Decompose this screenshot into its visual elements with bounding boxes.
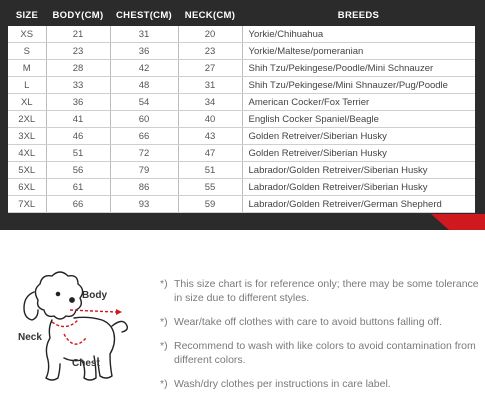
cell-neck: 51 — [178, 162, 242, 179]
cell-size: M — [8, 60, 46, 77]
cell-chest: 42 — [110, 60, 178, 77]
table-row — [8, 43, 475, 60]
chest-measure-line — [64, 334, 86, 344]
table-body — [8, 26, 475, 213]
size-chart-table — [8, 4, 475, 213]
header-body: BODY(CM) — [52, 9, 104, 21]
cell-size: 2XL — [8, 111, 46, 128]
cell-neck: 59 — [178, 196, 242, 213]
table-row — [8, 111, 475, 128]
cell-breeds: American Cocker/Fox Terrier — [242, 94, 475, 111]
cell-size: 7XL — [8, 196, 46, 213]
body-label: Body — [82, 290, 107, 301]
table-row — [8, 162, 475, 179]
note-marker: *) — [160, 378, 168, 390]
cell-body: 41 — [46, 111, 110, 128]
table-header-row — [8, 4, 475, 26]
table-row — [8, 179, 475, 196]
table-row — [8, 77, 475, 94]
body-measure-line — [70, 310, 116, 312]
cell-breeds: Yorkie/Chihuahua — [242, 26, 475, 43]
cell-neck: 20 — [178, 26, 242, 43]
accent-shape — [431, 214, 485, 230]
table-row — [8, 26, 475, 43]
cell-chest: 54 — [110, 94, 178, 111]
table-row — [8, 94, 475, 111]
cell-body: 23 — [46, 43, 110, 60]
note-item — [160, 315, 480, 329]
cell-body: 61 — [46, 179, 110, 196]
care-notes — [160, 277, 480, 401]
cell-neck: 23 — [178, 43, 242, 60]
note-item — [160, 277, 480, 305]
cell-size: 6XL — [8, 179, 46, 196]
cell-body: 33 — [46, 77, 110, 94]
header-size: SIZE — [15, 9, 39, 21]
cell-size: XS — [8, 26, 46, 43]
cell-neck: 55 — [178, 179, 242, 196]
cell-body: 46 — [46, 128, 110, 145]
cell-body: 66 — [46, 196, 110, 213]
note-text: Wash/dry clothes per instructions in care label. — [174, 378, 391, 390]
cell-body: 28 — [46, 60, 110, 77]
cell-breeds: English Cocker Spaniel/Beagle — [242, 111, 475, 128]
note-text: This size chart is for reference only; there may be some tolerance in size due to different styles. — [174, 278, 479, 304]
cell-breeds: Golden Retreiver/Siberian Husky — [242, 128, 475, 145]
note-marker: *) — [160, 316, 168, 328]
cell-chest: 72 — [110, 145, 178, 162]
dog-measurement-diagram — [12, 262, 142, 392]
cell-size: XL — [8, 94, 46, 111]
chest-label: Chest — [72, 358, 100, 369]
table-row — [8, 196, 475, 213]
cell-chest: 31 — [110, 26, 178, 43]
cell-neck: 31 — [178, 77, 242, 94]
cell-chest: 93 — [110, 196, 178, 213]
cell-breeds: Golden Retreiver/Siberian Husky — [242, 145, 475, 162]
note-item — [160, 339, 480, 367]
cell-body: 51 — [46, 145, 110, 162]
cell-neck: 43 — [178, 128, 242, 145]
table-row — [8, 60, 475, 77]
table-row — [8, 128, 475, 145]
cell-neck: 47 — [178, 145, 242, 162]
cell-chest: 48 — [110, 77, 178, 94]
cell-size: S — [8, 43, 46, 60]
cell-breeds: Labrador/Golden Retreiver/Siberian Husky — [242, 179, 475, 196]
note-text: Recommend to wash with like colors to avoid contamination from different colors. — [174, 340, 476, 366]
cell-neck: 40 — [178, 111, 242, 128]
note-text: Wear/take off clothes with care to avoid buttons falling off. — [174, 316, 442, 328]
cell-chest: 36 — [110, 43, 178, 60]
note-marker: *) — [160, 340, 168, 352]
neck-measure-line — [52, 320, 78, 327]
cell-chest: 86 — [110, 179, 178, 196]
cell-body: 36 — [46, 94, 110, 111]
cell-breeds: Shih Tzu/Pekingese/Mini Shnauzer/Pug/Poodle — [242, 77, 475, 94]
cell-size: 3XL — [8, 128, 46, 145]
cell-size: 5XL — [8, 162, 46, 179]
cell-chest: 60 — [110, 111, 178, 128]
header-breeds: BREEDS — [337, 9, 380, 21]
cell-chest: 66 — [110, 128, 178, 145]
cell-neck: 34 — [178, 94, 242, 111]
header-neck: NECK(CM) — [184, 9, 236, 21]
header-chest: CHEST(CM) — [116, 9, 172, 21]
neck-label: Neck — [18, 332, 42, 343]
cell-chest: 79 — [110, 162, 178, 179]
cell-breeds: Labrador/Golden Retreiver/Siberian Husky — [242, 162, 475, 179]
cell-breeds: Yorkie/Maltese/pomeranian — [242, 43, 475, 60]
cell-body: 21 — [46, 26, 110, 43]
table-row — [8, 145, 475, 162]
cell-size: L — [8, 77, 46, 94]
cell-breeds: Labrador/Golden Retreiver/German Shepherd — [242, 196, 475, 213]
note-marker: *) — [160, 278, 168, 290]
cell-size: 4XL — [8, 145, 46, 162]
cell-neck: 27 — [178, 60, 242, 77]
cell-breeds: Shih Tzu/Pekingese/Poodle/Mini Schnauzer — [242, 60, 475, 77]
note-item — [160, 377, 480, 391]
cell-body: 56 — [46, 162, 110, 179]
red-accent-corner — [425, 214, 485, 230]
